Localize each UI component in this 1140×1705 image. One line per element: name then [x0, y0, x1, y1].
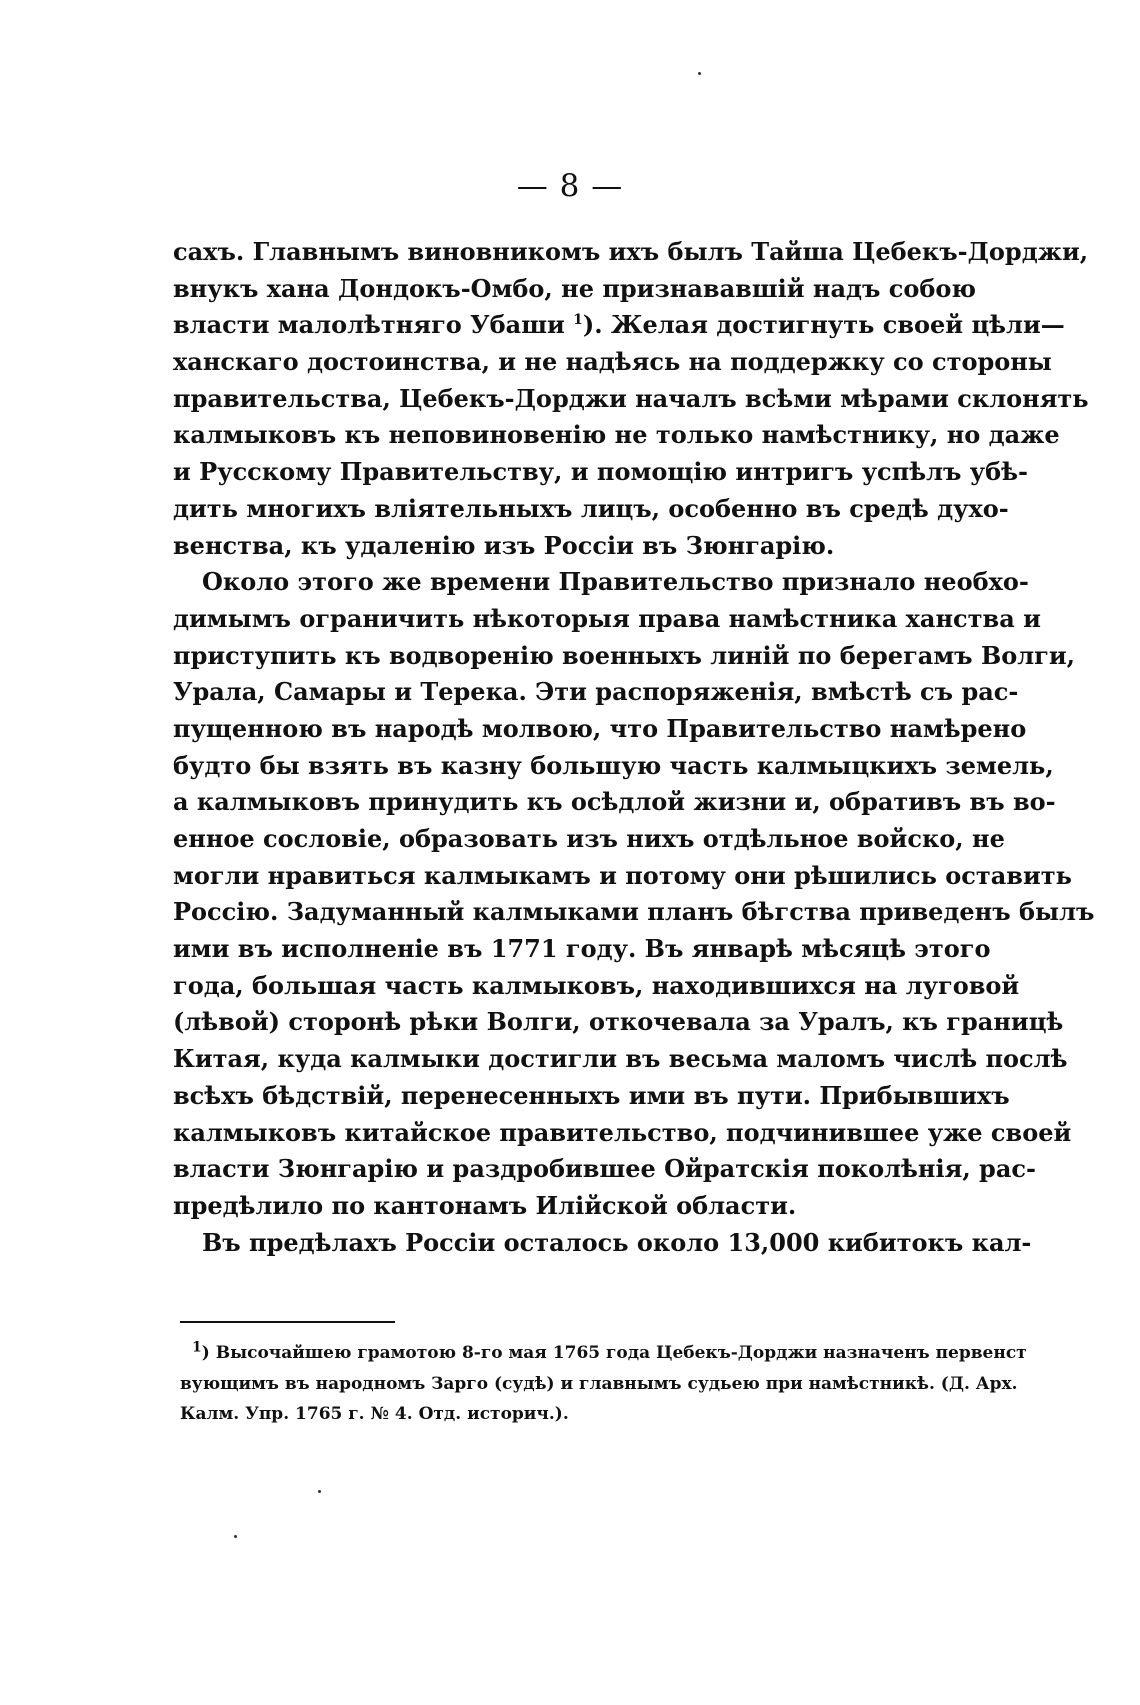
text-line: дить многихъ вліятельныхъ лицъ, особенно въ средѣ духо-	[173, 493, 1009, 523]
paragraph-start-line: Въ предѣлахъ Россіи осталось около 13,000 кибитокъ кал-	[202, 1227, 1032, 1257]
text-line: венства, къ удаленію изъ Россіи въ Зюнгарію.	[173, 530, 835, 560]
text-line: правительства, Цебекъ-Дорджи началъ всѣми мѣрами склонять	[173, 383, 1089, 413]
text-line: Урала, Самары и Терека. Эти распоряженія, вмѣстѣ съ рас-	[173, 677, 1019, 707]
text-line: а калмыковъ принудить къ осѣдлой жизни и, обративъ въ во-	[173, 787, 1056, 817]
main-text	[173, 234, 1095, 1261]
text-line: димымъ ограничить нѣкоторыя права намѣстника ханства и	[173, 603, 1041, 633]
text-line: ими въ исполненіе въ 1771 году. Въ январѣ мѣсяцѣ этого	[173, 934, 991, 964]
footnote-text: ) Высочайшею грамотою 8-го мая 1765 года Цебекъ-Дорджи назначенъ первенст	[201, 1343, 1027, 1363]
footnote-line: вующимъ въ народномъ Зарго (судѣ) и главнымъ судьею при намѣстникѣ. (Д. Арх.	[180, 1373, 1018, 1394]
text-line: власти Зюнгарію и раздробившее Ойратскія поколѣнія, рас-	[173, 1154, 1036, 1184]
paper-speck	[698, 72, 701, 75]
text-line: всѣхъ бѣдствій, перенесенныхъ ими въ пути. Прибывшихъ	[173, 1080, 1010, 1110]
paper-speck	[318, 1490, 321, 1493]
text-line: (лѣвой) сторонѣ рѣки Волги, откочевала за Уралъ, къ границѣ	[173, 1007, 1064, 1037]
text-line: Китая, куда калмыки достигли въ весьма маломъ числѣ послѣ	[173, 1044, 1068, 1074]
text-line: пущенною въ народѣ молвою, что Правительство намѣрено	[173, 713, 1027, 743]
text-line: енное сословіе, образовать изъ нихъ отдѣльное войско, не	[173, 824, 1005, 853]
footnote-reference: 1	[573, 312, 583, 329]
footnote-line	[180, 1338, 1027, 1369]
footnote	[180, 1338, 1027, 1430]
text-line: сахъ. Главнымъ виновникомъ ихъ былъ Тайша Цебекъ-Дорджи,	[173, 237, 1089, 266]
text-line: Россію. Задуманный калмыками планъ бѣгства приведенъ былъ	[173, 897, 1095, 927]
text-line: калмыковъ китайское правительство, подчинившее уже своей	[173, 1117, 1072, 1147]
text-line-with-footnote	[173, 307, 1065, 344]
paper-speck	[234, 1535, 237, 1538]
text-line: могли нравиться калмыкамъ и потому они рѣшились оставить	[173, 860, 1072, 890]
footnote-marker: 1	[192, 1339, 202, 1356]
text-line: ханскаго достоинства, и не надѣясь на поддержку со стороны	[173, 347, 1052, 377]
text-line: внукъ хана Дондокъ-Омбо, не признававшій надъ собою	[173, 273, 977, 303]
text-line: будто бы взять въ казну большую часть калмыцкихъ земель,	[173, 750, 1054, 780]
footnote-line: Калм. Упр. 1765 г. № 4. Отд. историч.).	[180, 1404, 569, 1424]
text-fragment: власти малолѣтняго Убаши	[173, 310, 565, 340]
page-number: — 8 —	[516, 168, 624, 204]
text-line: приступить къ водворенію военныхъ линій по берегамъ Волги,	[173, 640, 1076, 670]
text-line: предѣлило по кантонамъ Илійской области.	[173, 1190, 797, 1220]
paragraph-start-line: Около этого же времени Правительство признало необхо-	[202, 567, 1029, 597]
text-line: калмыковъ къ неповиновенію не только намѣстнику, но даже	[173, 420, 1060, 450]
text-line: и Русскому Правительству, и помощію интригъ успѣлъ убѣ-	[173, 457, 1028, 487]
text-line: года, большая часть калмыковъ, находившихся на луговой	[173, 970, 1020, 1000]
text-fragment: ). Желая достигнуть своей цѣли—	[582, 310, 1065, 340]
footnote-divider	[180, 1321, 395, 1323]
